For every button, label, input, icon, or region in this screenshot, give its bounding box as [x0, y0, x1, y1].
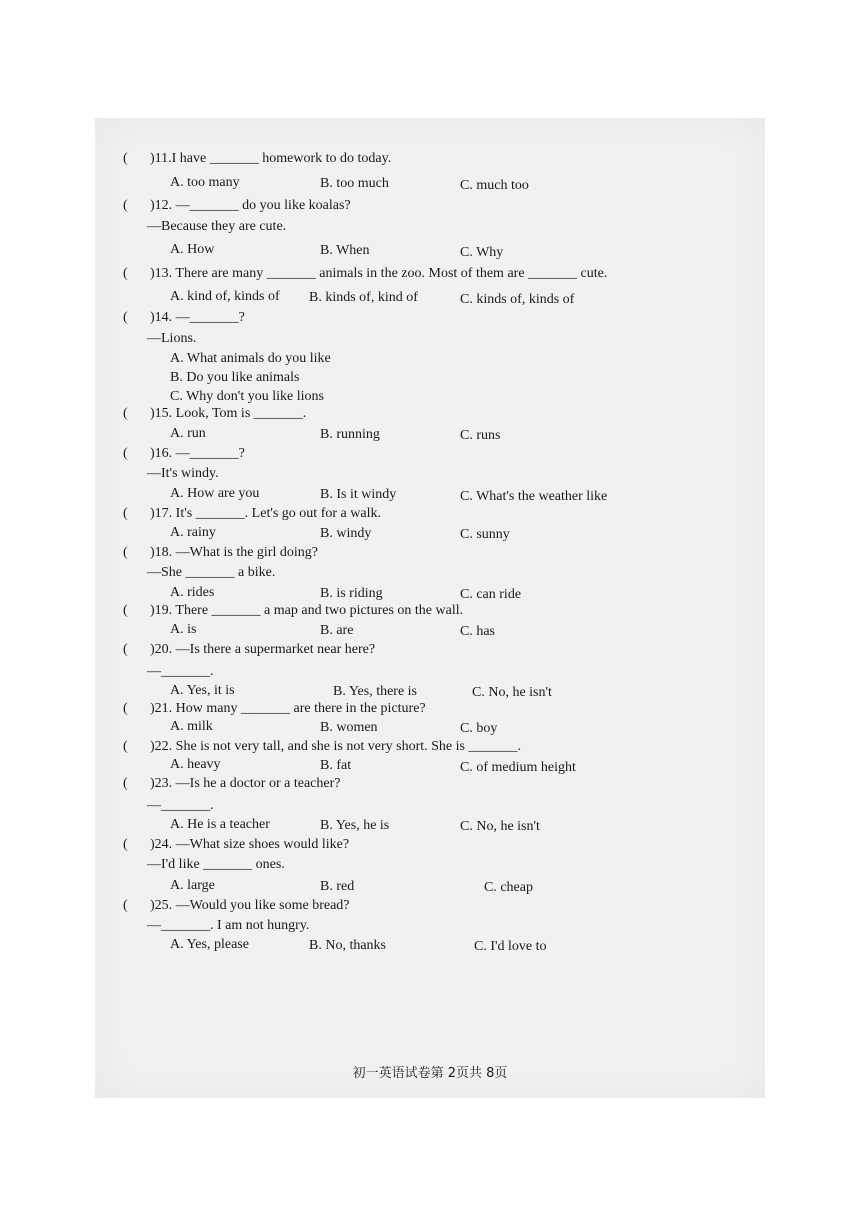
question-stem: )15. Look, Tom is _______. [150, 406, 307, 421]
question-stem: )20. —Is there a supermarket near here? [150, 642, 376, 657]
option-c: C. I'd love to [474, 939, 547, 954]
option-c: C. much too [460, 178, 529, 193]
answer-paren: ( [123, 151, 128, 166]
option-b: B. windy [320, 526, 372, 541]
option-a: A. run [170, 426, 206, 441]
question-response: —She _______ a bike. [147, 565, 276, 580]
answer-paren: ( [123, 642, 128, 657]
option-c: C. What's the weather like [460, 489, 608, 504]
option-c: C. runs [460, 428, 501, 443]
question-stem: )24. —What size shoes would like? [150, 837, 350, 852]
answer-paren: ( [123, 701, 128, 716]
option-c: C. Why don't you like lions [170, 389, 324, 404]
answer-paren: ( [123, 446, 128, 461]
answer-paren: ( [123, 310, 128, 325]
option-b: B. When [320, 243, 370, 258]
option-b: B. red [320, 879, 355, 894]
answer-paren: ( [123, 776, 128, 791]
option-c: C. No, he isn't [472, 685, 552, 700]
option-c: C. cheap [484, 880, 533, 895]
option-c: C. kinds of, kinds of [460, 292, 575, 307]
answer-paren: ( [123, 406, 128, 421]
question-response: —I'd like _______ ones. [147, 857, 285, 872]
question-response: —_______. [147, 664, 214, 679]
question-response: —_______. [147, 798, 214, 813]
option-b: B. are [320, 623, 354, 638]
question-stem: )16. —_______? [150, 446, 245, 461]
option-c: C. Why [460, 245, 504, 260]
option-a: A. rides [170, 585, 215, 600]
option-a: A. milk [170, 719, 213, 734]
option-a: A. How [170, 242, 215, 257]
question-response: —It's windy. [147, 466, 219, 481]
option-b: B. running [320, 427, 380, 442]
question-stem: )17. It's _______. Let's go out for a walk. [150, 506, 381, 521]
option-a: A. kind of, kinds of [170, 289, 280, 304]
option-b: B. Is it windy [320, 487, 397, 502]
question-stem: )22. She is not very tall, and she is not very short. She is _______. [150, 739, 521, 754]
option-b: B. kinds of, kind of [309, 290, 418, 305]
answer-paren: ( [123, 198, 128, 213]
question-stem: )14. —_______? [150, 310, 245, 325]
option-c: C. has [460, 624, 495, 639]
option-c: C. of medium height [460, 760, 576, 775]
question-response: —_______. I am not hungry. [147, 918, 310, 933]
option-a: A. He is a teacher [170, 817, 270, 832]
question-stem: )11.I have _______ homework to do today. [150, 151, 392, 166]
option-a: A. rainy [170, 525, 216, 540]
option-c: C. boy [460, 721, 498, 736]
option-c: C. No, he isn't [460, 819, 540, 834]
option-b: B. No, thanks [309, 938, 386, 953]
option-a: A. Yes, it is [170, 683, 235, 698]
option-b: B. Yes, there is [333, 684, 418, 699]
option-a: A. How are you [170, 486, 260, 501]
question-stem: )23. —Is he a doctor or a teacher? [150, 776, 341, 791]
question-stem: )19. There _______ a map and two pictures on the wall. [150, 603, 464, 618]
option-b: B. too much [320, 176, 389, 191]
option-a: A. heavy [170, 757, 221, 772]
option-b: B. is riding [320, 586, 383, 601]
option-c: C. can ride [460, 587, 522, 602]
option-b: B. fat [320, 758, 352, 773]
option-b: B. women [320, 720, 378, 735]
question-stem: )18. —What is the girl doing? [150, 545, 318, 560]
answer-paren: ( [123, 506, 128, 521]
option-a: A. Yes, please [170, 937, 249, 952]
answer-paren: ( [123, 898, 128, 913]
option-a: A. is [170, 622, 197, 637]
question-response: —Because they are cute. [147, 219, 287, 234]
question-stem: )12. —_______ do you like koalas? [150, 198, 351, 213]
answer-paren: ( [123, 837, 128, 852]
answer-paren: ( [123, 603, 128, 618]
question-stem: )13. There are many _______ animals in the zoo. Most of them are _______ cute. [150, 266, 608, 281]
page-footer: 初一英语试卷第 2页共 8页 [352, 1066, 508, 1081]
option-b: B. Yes, he is [320, 818, 390, 833]
answer-paren: ( [123, 545, 128, 560]
answer-paren: ( [123, 266, 128, 281]
question-stem: )25. —Would you like some bread? [150, 898, 350, 913]
option-a: A. What animals do you like [170, 351, 331, 366]
question-stem: )21. How many _______ are there in the picture? [150, 701, 426, 716]
option-a: A. too many [170, 175, 240, 190]
answer-paren: ( [123, 739, 128, 754]
option-b: B. Do you like animals [170, 370, 300, 385]
option-c: C. sunny [460, 527, 510, 542]
option-a: A. large [170, 878, 215, 893]
question-response: —Lions. [147, 331, 197, 346]
